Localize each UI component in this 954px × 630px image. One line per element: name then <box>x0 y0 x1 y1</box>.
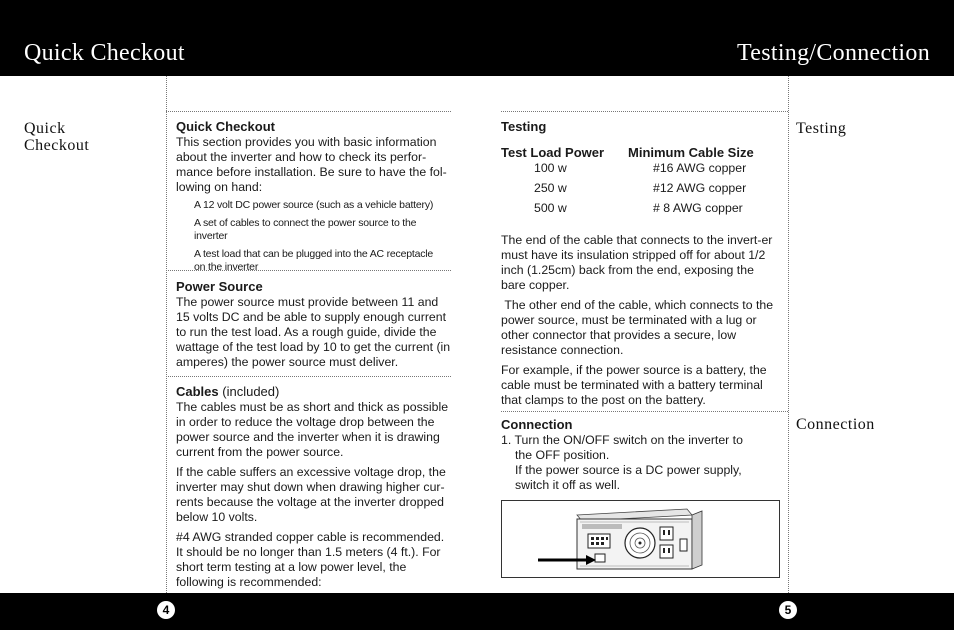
side-label-testing: Testing <box>796 120 847 137</box>
list-item: A set of cables to connect the power source to the inverter <box>194 217 417 242</box>
section-divider <box>166 111 451 112</box>
list-item: A 12 volt DC power source (such as a vehicle battery) <box>194 199 434 211</box>
step-text: If the power source is a DC power supply, switch it off as well. <box>515 463 742 492</box>
quick-checkout-section <box>176 118 452 274</box>
power-source-section <box>176 278 452 370</box>
section-paragraph: If the cable suffers an excessive voltage drop, the inverter may shut down when drawing higher cur-rents because the voltage at the inverter dropped below 10 volts. <box>176 465 446 524</box>
inverter-illustration <box>502 501 779 577</box>
side-label-quick-checkout <box>24 120 89 154</box>
col-header-cable: Minimum Cable Size <box>628 145 754 160</box>
list-item: A test load that can be plugged into the AC receptacle on the inverter <box>194 248 434 273</box>
cable-table-header <box>501 145 779 161</box>
section-paragraph: The power source must provide between 11 and 15 volts DC and be able to supply enough current to run the test load. As a rough guide, divide the wattage of the test load by 10 to get the current (in amperes) the power source must deliver. <box>176 295 451 369</box>
section-heading: Quick Checkout <box>176 119 275 134</box>
section-divider <box>166 376 451 377</box>
section-heading: Testing <box>501 119 547 134</box>
table-row <box>501 201 779 221</box>
section-paragraph: The cables must be as short and thick as possible in order to reduce the voltage drop between the power source and the inverter when it is drawing current from the power source. <box>176 400 449 459</box>
section-paragraph: The end of the cable that connects to the invert-er must have its insulation stripped off for about 1/2 inch (1.25cm) back from the end, exposing the bare copper. <box>501 233 773 292</box>
left-column-rule <box>166 76 167 593</box>
heading-note: (included) <box>222 384 280 399</box>
side-label-connection: Connection <box>796 416 875 433</box>
table-cell-load: 500 w <box>534 201 567 215</box>
section-heading: Power Source <box>176 279 263 294</box>
inverter-illustration-frame <box>501 500 780 578</box>
side-label-line: Checkout <box>24 137 90 154</box>
right-page-title: Testing/Connection <box>736 40 930 66</box>
table-row <box>501 181 779 201</box>
page-number-right: 5 <box>779 601 797 619</box>
page-number-left: 4 <box>157 601 175 619</box>
table-cell-cable: #16 AWG copper <box>653 161 747 175</box>
section-paragraph: For example, if the power source is a battery, the cable must be terminated with a battery terminal that clamps to the post on the battery. <box>501 363 767 407</box>
connection-section <box>501 416 763 493</box>
footer-bar <box>0 593 954 630</box>
left-page-title: Quick Checkout <box>24 40 185 66</box>
section-paragraph: The other end of the cable, which connects to the power source, must be terminated with a lug or other connector that provides a secure, low resistance connection. <box>501 298 777 357</box>
table-cell-load: 250 w <box>534 181 567 195</box>
section-paragraph: This section provides you with basic information about the inverter and how to check its perfor-mance before installation. Be sure to have the fol-lowing on hand: <box>176 135 447 194</box>
section-divider <box>501 111 788 112</box>
table-cell-cable: # 8 AWG copper <box>653 201 743 215</box>
step-text: 1. Turn the ON/OFF switch on the inverter to the OFF position. <box>501 433 743 462</box>
table-cell-load: 100 w <box>534 161 567 175</box>
col-header-load: Test Load Power <box>501 145 605 160</box>
section-heading: Cables <box>176 384 219 399</box>
table-cell-cable: #12 AWG copper <box>653 181 747 195</box>
side-label-line: Quick <box>24 120 66 137</box>
right-column-rule <box>788 76 789 593</box>
table-row <box>501 161 779 181</box>
section-divider <box>501 411 788 412</box>
cables-section <box>176 383 452 590</box>
section-heading: Connection <box>501 417 573 432</box>
testing-section <box>501 118 779 408</box>
section-paragraph: #4 AWG stranded copper cable is recommended. It should be no longer than 1.5 meters (4 ft.). For short term testing at a low power level, the following is recommended: <box>176 530 445 589</box>
